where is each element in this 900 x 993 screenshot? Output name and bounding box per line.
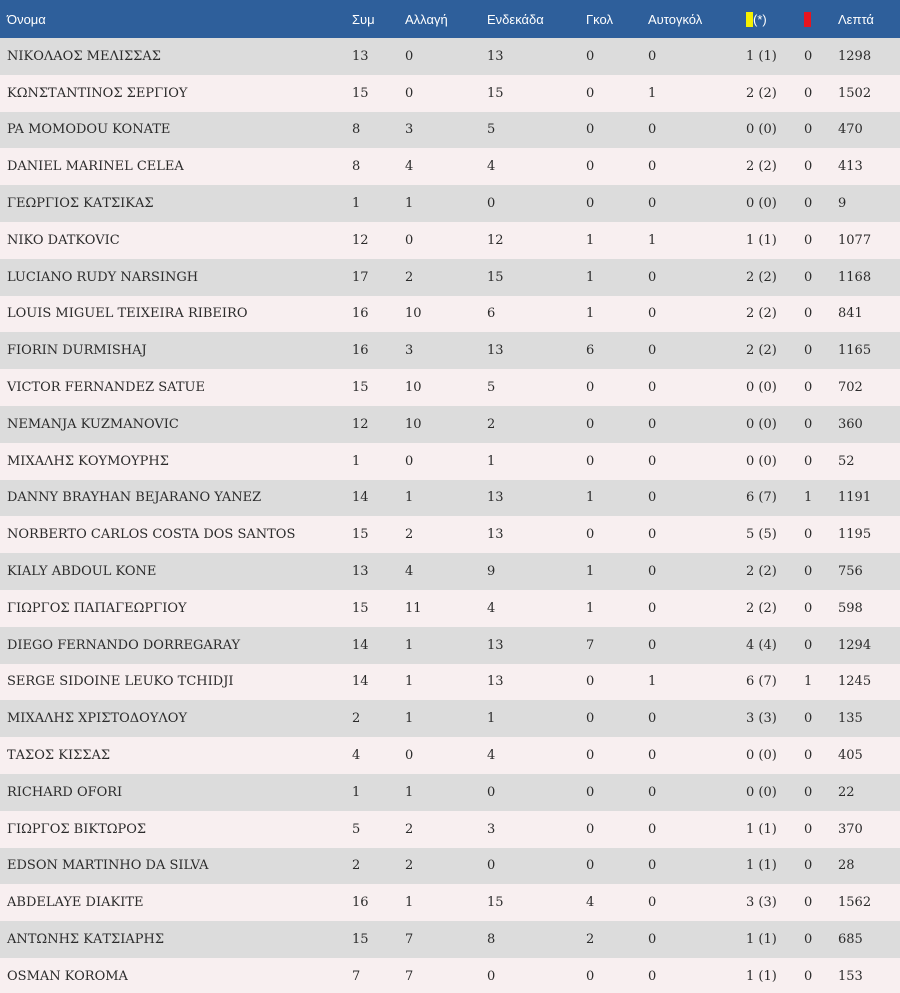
minutes-cell: 22 (838, 784, 855, 800)
yellow-card-icon (746, 12, 753, 27)
substitutions-cell: 1 (405, 895, 414, 911)
starting-cell: 4 (487, 159, 496, 175)
table-row (0, 296, 900, 333)
red-cards-cell: 0 (804, 637, 813, 653)
table-row (0, 112, 900, 149)
player-name: OSMAN KOROMA (7, 968, 128, 984)
goals-cell: 0 (586, 196, 595, 212)
table-row (0, 884, 900, 921)
minutes-cell: 1195 (838, 527, 872, 543)
player-name: DANNY BRAYHAN BEJARANO YANEZ (7, 490, 262, 506)
starting-cell: 3 (487, 821, 496, 837)
appearances-cell: 15 (352, 600, 369, 616)
red-cards-cell: 0 (804, 968, 813, 984)
minutes-cell: 470 (838, 122, 863, 138)
red-cards-cell: 0 (804, 784, 813, 800)
goals-cell: 1 (586, 490, 595, 506)
minutes-cell: 405 (838, 748, 863, 764)
substitutions-cell: 2 (405, 821, 414, 837)
table-row (0, 480, 900, 517)
yellow-cards-cell: 0 (0) (746, 196, 777, 212)
yellow-cards-cell: 2 (2) (746, 343, 777, 359)
player-name: ΜΙΧΑΛΗΣ ΚΟΥΜΟΥΡΗΣ (7, 453, 169, 469)
table-row (0, 406, 900, 443)
substitutions-cell: 3 (405, 122, 414, 138)
appearances-cell: 16 (352, 343, 369, 359)
own-goals-cell: 0 (648, 637, 657, 653)
yellow-cards-cell: 0 (0) (746, 122, 777, 138)
own-goals-cell: 1 (648, 85, 657, 101)
yellow-cards-cell: 6 (7) (746, 674, 777, 690)
substitutions-cell: 0 (405, 453, 414, 469)
substitutions-cell: 2 (405, 269, 414, 285)
player-name: LUCIANO RUDY NARSINGH (7, 269, 199, 285)
red-cards-cell: 0 (804, 159, 813, 175)
goals-cell: 0 (586, 784, 595, 800)
appearances-cell: 8 (352, 159, 361, 175)
appearances-cell: 7 (352, 968, 361, 984)
goals-cell: 1 (586, 306, 595, 322)
red-cards-cell: 0 (804, 527, 813, 543)
goals-cell: 0 (586, 85, 595, 101)
minutes-cell: 135 (838, 711, 863, 727)
appearances-cell: 1 (352, 196, 361, 212)
table-row (0, 259, 900, 296)
player-name: LOUIS MIGUEL TEIXEIRA RIBEIRO (7, 306, 248, 322)
yellow-cards-cell: 2 (2) (746, 600, 777, 616)
own-goals-cell: 0 (648, 48, 657, 64)
appearances-cell: 16 (352, 895, 369, 911)
yellow-cards-cell: 3 (3) (746, 895, 777, 911)
substitutions-cell: 1 (405, 637, 414, 653)
substitutions-cell: 10 (405, 380, 422, 396)
appearances-cell: 5 (352, 821, 361, 837)
yellow-cards-cell: 2 (2) (746, 159, 777, 175)
yellow-cards-cell: 3 (3) (746, 711, 777, 727)
yellow-cards-cell: 2 (2) (746, 269, 777, 285)
starting-cell: 9 (487, 564, 496, 580)
table-row (0, 332, 900, 369)
red-cards-cell: 1 (804, 490, 813, 506)
red-card-icon (804, 12, 811, 27)
appearances-cell: 8 (352, 122, 361, 138)
player-name: EDSON MARTINHO DA SILVA (7, 858, 209, 874)
player-name: ΚΩΝΣΤΑΝΤΙΝΟΣ ΣΕΡΓΙΟΥ (7, 85, 188, 101)
red-cards-cell: 0 (804, 600, 813, 616)
appearances-cell: 1 (352, 784, 361, 800)
yellow-cards-cell: 2 (2) (746, 564, 777, 580)
own-goals-cell: 0 (648, 564, 657, 580)
minutes-cell: 1165 (838, 343, 872, 359)
own-goals-cell: 0 (648, 932, 657, 948)
goals-cell: 7 (586, 637, 595, 653)
header-starting[interactable]: Ενδεκάδα (487, 11, 544, 27)
red-cards-cell: 0 (804, 711, 813, 727)
red-cards-cell: 0 (804, 85, 813, 101)
yellow-cards-cell: 1 (1) (746, 821, 777, 837)
own-goals-cell: 0 (648, 122, 657, 138)
substitutions-cell: 11 (405, 600, 422, 616)
yellow-cards-cell: 0 (0) (746, 784, 777, 800)
goals-cell: 1 (586, 269, 595, 285)
table-row (0, 185, 900, 222)
appearances-cell: 15 (352, 380, 369, 396)
table-row (0, 590, 900, 627)
substitutions-cell: 1 (405, 711, 414, 727)
minutes-cell: 1077 (838, 232, 872, 248)
table-row (0, 38, 900, 75)
goals-cell: 0 (586, 711, 595, 727)
player-name: KIALY ABDOUL KONE (7, 564, 157, 580)
own-goals-cell: 1 (648, 674, 657, 690)
minutes-cell: 756 (838, 564, 863, 580)
minutes-cell: 841 (838, 306, 863, 322)
goals-cell: 0 (586, 968, 595, 984)
header-name[interactable]: Όνομα (7, 11, 46, 27)
table-row (0, 553, 900, 590)
table-header-row (0, 0, 900, 38)
starting-cell: 1 (487, 453, 496, 469)
table-row (0, 516, 900, 553)
starting-cell: 13 (487, 48, 504, 64)
starting-cell: 13 (487, 674, 504, 690)
minutes-cell: 52 (838, 453, 855, 469)
own-goals-cell: 0 (648, 453, 657, 469)
table-row (0, 848, 900, 885)
starting-cell: 4 (487, 600, 496, 616)
appearances-cell: 15 (352, 85, 369, 101)
goals-cell: 0 (586, 858, 595, 874)
red-cards-cell: 1 (804, 674, 813, 690)
own-goals-cell: 0 (648, 343, 657, 359)
own-goals-cell: 0 (648, 306, 657, 322)
goals-cell: 0 (586, 48, 595, 64)
goals-cell: 0 (586, 821, 595, 837)
substitutions-cell: 10 (405, 306, 422, 322)
yellow-cards-cell: 5 (5) (746, 527, 777, 543)
own-goals-cell: 0 (648, 380, 657, 396)
appearances-cell: 12 (352, 416, 369, 432)
yellow-cards-cell: 0 (0) (746, 748, 777, 764)
own-goals-cell: 0 (648, 968, 657, 984)
substitutions-cell: 0 (405, 48, 414, 64)
player-name: VICTOR FERNANDEZ SATUE (7, 380, 205, 396)
substitutions-cell: 2 (405, 858, 414, 874)
yellow-cards-cell: 6 (7) (746, 490, 777, 506)
own-goals-cell: 0 (648, 159, 657, 175)
own-goals-cell: 0 (648, 748, 657, 764)
appearances-cell: 15 (352, 932, 369, 948)
table-row (0, 222, 900, 259)
table-row (0, 148, 900, 185)
substitutions-cell: 1 (405, 490, 414, 506)
header-yellow-cards[interactable] (746, 0, 804, 38)
starting-cell: 0 (487, 858, 496, 874)
player-name: ΑΝΤΩΝΗΣ ΚΑΤΣΙΑΡΗΣ (7, 932, 165, 948)
minutes-cell: 1245 (838, 674, 872, 690)
goals-cell: 0 (586, 122, 595, 138)
red-cards-cell: 0 (804, 196, 813, 212)
yellow-cards-cell: 0 (0) (746, 453, 777, 469)
goals-cell: 2 (586, 932, 595, 948)
yellow-cards-cell: 2 (2) (746, 306, 777, 322)
table-row (0, 443, 900, 480)
player-name: FIORIN DURMISHAJ (7, 343, 147, 359)
player-name: ΓΙΩΡΓΟΣ ΒΙΚΤΩΡΟΣ (7, 821, 147, 837)
starting-cell: 0 (487, 196, 496, 212)
substitutions-cell: 4 (405, 564, 414, 580)
appearances-cell: 2 (352, 711, 361, 727)
appearances-cell: 14 (352, 637, 369, 653)
yellow-note: (*) (753, 11, 767, 27)
minutes-cell: 1562 (838, 895, 872, 911)
goals-cell: 0 (586, 674, 595, 690)
own-goals-cell: 0 (648, 784, 657, 800)
minutes-cell: 685 (838, 932, 863, 948)
appearances-cell: 14 (352, 490, 369, 506)
goals-cell: 0 (586, 380, 595, 396)
own-goals-cell: 0 (648, 269, 657, 285)
own-goals-cell: 0 (648, 416, 657, 432)
minutes-cell: 413 (838, 159, 863, 175)
yellow-cards-cell: 1 (1) (746, 232, 777, 248)
goals-cell: 1 (586, 232, 595, 248)
starting-cell: 15 (487, 895, 504, 911)
red-cards-cell: 0 (804, 932, 813, 948)
table-row (0, 774, 900, 811)
player-name: DIEGO FERNANDO DORREGARAY (7, 637, 241, 653)
appearances-cell: 17 (352, 269, 369, 285)
table-body (0, 38, 900, 993)
own-goals-cell: 0 (648, 527, 657, 543)
substitutions-cell: 1 (405, 196, 414, 212)
minutes-cell: 370 (838, 821, 863, 837)
player-name: SERGE SIDOINE LEUKO TCHIDJI (7, 674, 234, 690)
minutes-cell: 1191 (838, 490, 872, 506)
red-cards-cell: 0 (804, 269, 813, 285)
substitutions-cell: 3 (405, 343, 414, 359)
goals-cell: 6 (586, 343, 595, 359)
red-cards-cell: 0 (804, 416, 813, 432)
goals-cell: 0 (586, 159, 595, 175)
own-goals-cell: 0 (648, 821, 657, 837)
player-name: ABDELAYE DIAKITE (7, 895, 144, 911)
minutes-cell: 9 (838, 196, 847, 212)
substitutions-cell: 2 (405, 527, 414, 543)
yellow-cards-cell: 0 (0) (746, 380, 777, 396)
minutes-cell: 153 (838, 968, 863, 984)
player-name: RICHARD OFORI (7, 784, 123, 800)
own-goals-cell: 0 (648, 600, 657, 616)
player-name: NIKO DATKOVIC (7, 232, 120, 248)
yellow-cards-cell: 1 (1) (746, 932, 777, 948)
substitutions-cell: 4 (405, 159, 414, 175)
header-own-goals[interactable]: Αυτογκόλ (648, 11, 703, 27)
red-cards-cell: 0 (804, 821, 813, 837)
red-cards-cell: 0 (804, 453, 813, 469)
red-cards-cell: 0 (804, 380, 813, 396)
appearances-cell: 1 (352, 453, 361, 469)
own-goals-cell: 0 (648, 711, 657, 727)
yellow-cards-cell: 1 (1) (746, 48, 777, 64)
header-red-cards[interactable] (804, 0, 838, 38)
starting-cell: 5 (487, 122, 496, 138)
header-goals[interactable]: Γκολ (586, 11, 613, 27)
red-cards-cell: 0 (804, 306, 813, 322)
starting-cell: 8 (487, 932, 496, 948)
appearances-cell: 16 (352, 306, 369, 322)
player-name: ΤΑΣΟΣ ΚΙΣΣΑΣ (7, 748, 111, 764)
table-row (0, 921, 900, 958)
minutes-cell: 598 (838, 600, 863, 616)
goals-cell: 0 (586, 748, 595, 764)
substitutions-cell: 10 (405, 416, 422, 432)
appearances-cell: 15 (352, 527, 369, 543)
starting-cell: 12 (487, 232, 504, 248)
starting-cell: 13 (487, 343, 504, 359)
player-name: ΓΕΩΡΓΙΟΣ ΚΑΤΣΙΚΑΣ (7, 196, 154, 212)
starting-cell: 15 (487, 269, 504, 285)
appearances-cell: 14 (352, 674, 369, 690)
table-row (0, 627, 900, 664)
red-cards-cell: 0 (804, 564, 813, 580)
own-goals-cell: 0 (648, 858, 657, 874)
starting-cell: 0 (487, 968, 496, 984)
appearances-cell: 2 (352, 858, 361, 874)
own-goals-cell: 0 (648, 895, 657, 911)
player-name: ΝΙΚΟΛΑΟΣ ΜΕΛΙΣΣΑΣ (7, 48, 161, 64)
own-goals-cell: 0 (648, 196, 657, 212)
header-appearances[interactable]: Συμ (352, 11, 375, 27)
substitutions-cell: 1 (405, 674, 414, 690)
yellow-cards-cell: 0 (0) (746, 416, 777, 432)
red-cards-cell: 0 (804, 748, 813, 764)
substitutions-cell: 0 (405, 748, 414, 764)
red-cards-cell: 0 (804, 895, 813, 911)
starting-cell: 13 (487, 637, 504, 653)
starting-cell: 13 (487, 490, 504, 506)
own-goals-cell: 1 (648, 232, 657, 248)
goals-cell: 1 (586, 600, 595, 616)
table-row (0, 737, 900, 774)
substitutions-cell: 1 (405, 784, 414, 800)
goals-cell: 1 (586, 564, 595, 580)
red-cards-cell: 0 (804, 232, 813, 248)
starting-cell: 1 (487, 711, 496, 727)
minutes-cell: 28 (838, 858, 855, 874)
starting-cell: 0 (487, 784, 496, 800)
player-name: NORBERTO CARLOS COSTA DOS SANTOS (7, 527, 296, 543)
appearances-cell: 12 (352, 232, 369, 248)
table-row (0, 75, 900, 112)
goals-cell: 4 (586, 895, 595, 911)
starting-cell: 13 (487, 527, 504, 543)
yellow-cards-cell: 1 (1) (746, 968, 777, 984)
appearances-cell: 4 (352, 748, 361, 764)
substitutions-cell: 7 (405, 968, 414, 984)
red-cards-cell: 0 (804, 858, 813, 874)
starting-cell: 5 (487, 380, 496, 396)
red-cards-cell: 0 (804, 343, 813, 359)
yellow-cards-cell: 2 (2) (746, 85, 777, 101)
minutes-cell: 360 (838, 416, 863, 432)
substitutions-cell: 0 (405, 232, 414, 248)
starting-cell: 2 (487, 416, 496, 432)
minutes-cell: 702 (838, 380, 863, 396)
player-name: NEMANJA KUZMANOVIC (7, 416, 179, 432)
starting-cell: 4 (487, 748, 496, 764)
header-substitutions[interactable]: Αλλαγή (405, 11, 448, 27)
goals-cell: 0 (586, 416, 595, 432)
yellow-cards-cell: 4 (4) (746, 637, 777, 653)
appearances-cell: 13 (352, 48, 369, 64)
player-name: DANIEL MARINEL CELEA (7, 159, 184, 175)
starting-cell: 15 (487, 85, 504, 101)
table-row (0, 811, 900, 848)
player-name: PA MOMODOU KONATE (7, 122, 171, 138)
yellow-cards-cell: 1 (1) (746, 858, 777, 874)
table-row (0, 700, 900, 737)
goals-cell: 0 (586, 453, 595, 469)
appearances-cell: 13 (352, 564, 369, 580)
player-name: ΓΙΩΡΓΟΣ ΠΑΠΑΓΕΩΡΓΙΟΥ (7, 600, 187, 616)
substitutions-cell: 0 (405, 85, 414, 101)
player-name: ΜΙΧΑΛΗΣ ΧΡΙΣΤΟΔΟΥΛΟΥ (7, 711, 188, 727)
starting-cell: 6 (487, 306, 496, 322)
minutes-cell: 1298 (838, 48, 872, 64)
table-row (0, 369, 900, 406)
red-cards-cell: 0 (804, 122, 813, 138)
substitutions-cell: 7 (405, 932, 414, 948)
minutes-cell: 1502 (838, 85, 872, 101)
minutes-cell: 1168 (838, 269, 872, 285)
table-row (0, 664, 900, 701)
minutes-cell: 1294 (838, 637, 872, 653)
table-row (0, 958, 900, 993)
header-minutes[interactable]: Λεπτά (838, 11, 874, 27)
goals-cell: 0 (586, 527, 595, 543)
own-goals-cell: 0 (648, 490, 657, 506)
red-cards-cell: 0 (804, 48, 813, 64)
